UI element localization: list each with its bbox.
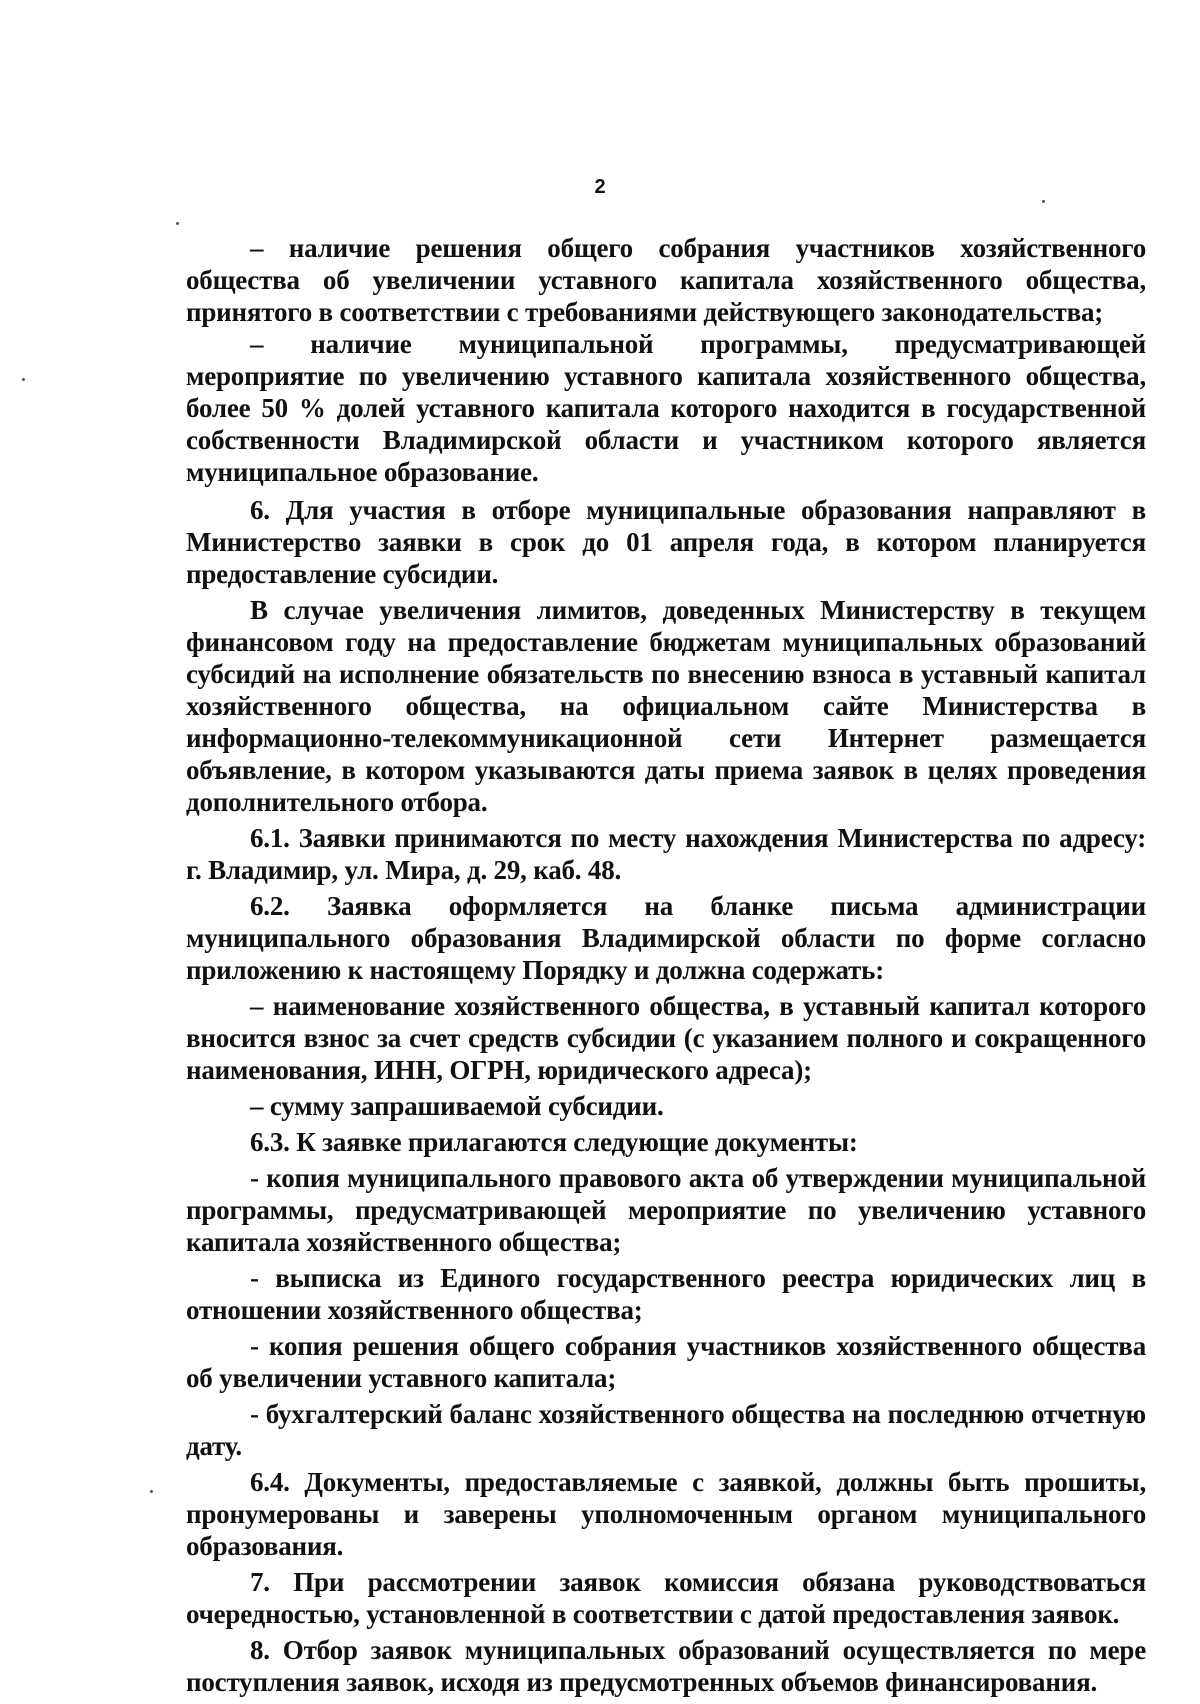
paragraph-6-1-address: 6.1. Заявки принимаются по месту нахождения Министерства по адресу: г. Владимир, ул. Мира, д. 29, каб. 48. [186, 823, 1146, 885]
page-number: 2 [594, 176, 606, 198]
scan-speck [22, 378, 25, 381]
paragraph-6-application-deadline: 6. Для участия в отборе муниципальные образования направляют в Министерство заявки в срок до 01 апреля года, в котором планируется предоставление субсидии. [186, 495, 1146, 589]
paragraph-subsidy-amount-item: – сумму запрашиваемой субсидии. [250, 1091, 664, 1121]
document-body [186, 232, 1146, 1698]
paragraph-6-3-documents: 6.3. К заявке прилагаются следующие документы: [250, 1127, 858, 1157]
scan-speck [1042, 200, 1045, 203]
paragraph-program-act-copy: - копия муниципального правового акта об утверждении муниципальной программы, предусматривающей мероприятие по увеличению уставного капитала хозяйственного общества; [186, 1163, 1146, 1257]
paragraph-6-2-application-form: 6.2. Заявка оформляется на бланке письма администрации муниципального образования Владимирской области по форме согласно приложению к настоящему Порядку и должна содержать: [186, 891, 1146, 985]
paragraph-6-4-documents-binding: 6.4. Документы, предоставляемые с заявкой, должны быть прошиты, пронумерованы и заверены уполномоченным органом муниципального образования. [186, 1467, 1146, 1561]
paragraph-balance-sheet: - бухгалтерский баланс хозяйственного общества на последнюю отчетную дату. [186, 1399, 1146, 1461]
paragraph-limits-increase: В случае увеличения лимитов, доведенных Министерству в текущем финансовом году на предоставление бюджетам муниципальных образований субсидий на исполнение обязательств по внесению взноса в уставный капитал хозяйственного общества, на официальном сайте Министерства в информационно-телекоммуникационной сети Интернет размещается объявление, в котором указываются даты приема заявок в целях проведения дополнительного отбора. [186, 595, 1146, 817]
paragraph-municipal-program: – наличие муниципальной программы, предусматривающей мероприятие по увеличению уставного капитала хозяйственного общества, более 50 % долей уставного капитала которого находится в государственной собственности Владимирской области и участником которого является муниципальное образование. [186, 329, 1146, 487]
paragraph-7-review-order: 7. При рассмотрении заявок комиссия обязана руководствоваться очередностью, установленной в соответствии с датой предоставления заявок. [186, 1567, 1146, 1629]
paragraph-shareholders-decision: – наличие решения общего собрания участников хозяйственного общества об увеличении уставного капитала хозяйственного общества, принятого в соответствии с требованиями действующего законодательства; [186, 233, 1146, 327]
scan-speck [176, 222, 179, 225]
paragraph-registry-extract: - выписка из Единого государственного реестра юридических лиц в отношении хозяйственного общества; [186, 1263, 1146, 1325]
paragraph-8-selection: 8. Отбор заявок муниципальных образований осуществляется по мере поступления заявок, исходя из предусмотренных объемов финансирования. [186, 1635, 1146, 1697]
paragraph-company-name-item: – наименование хозяйственного общества, в уставный капитал которого вносится взнос за счет средств субсидии (с указанием полного и сокращенного наименования, ИНН, ОГРН, юридического адреса); [186, 991, 1146, 1085]
paragraph-meeting-decision-copy: - копия решения общего собрания участников хозяйственного общества об увеличении уставного капитала; [186, 1331, 1146, 1393]
scan-speck [150, 1490, 153, 1493]
